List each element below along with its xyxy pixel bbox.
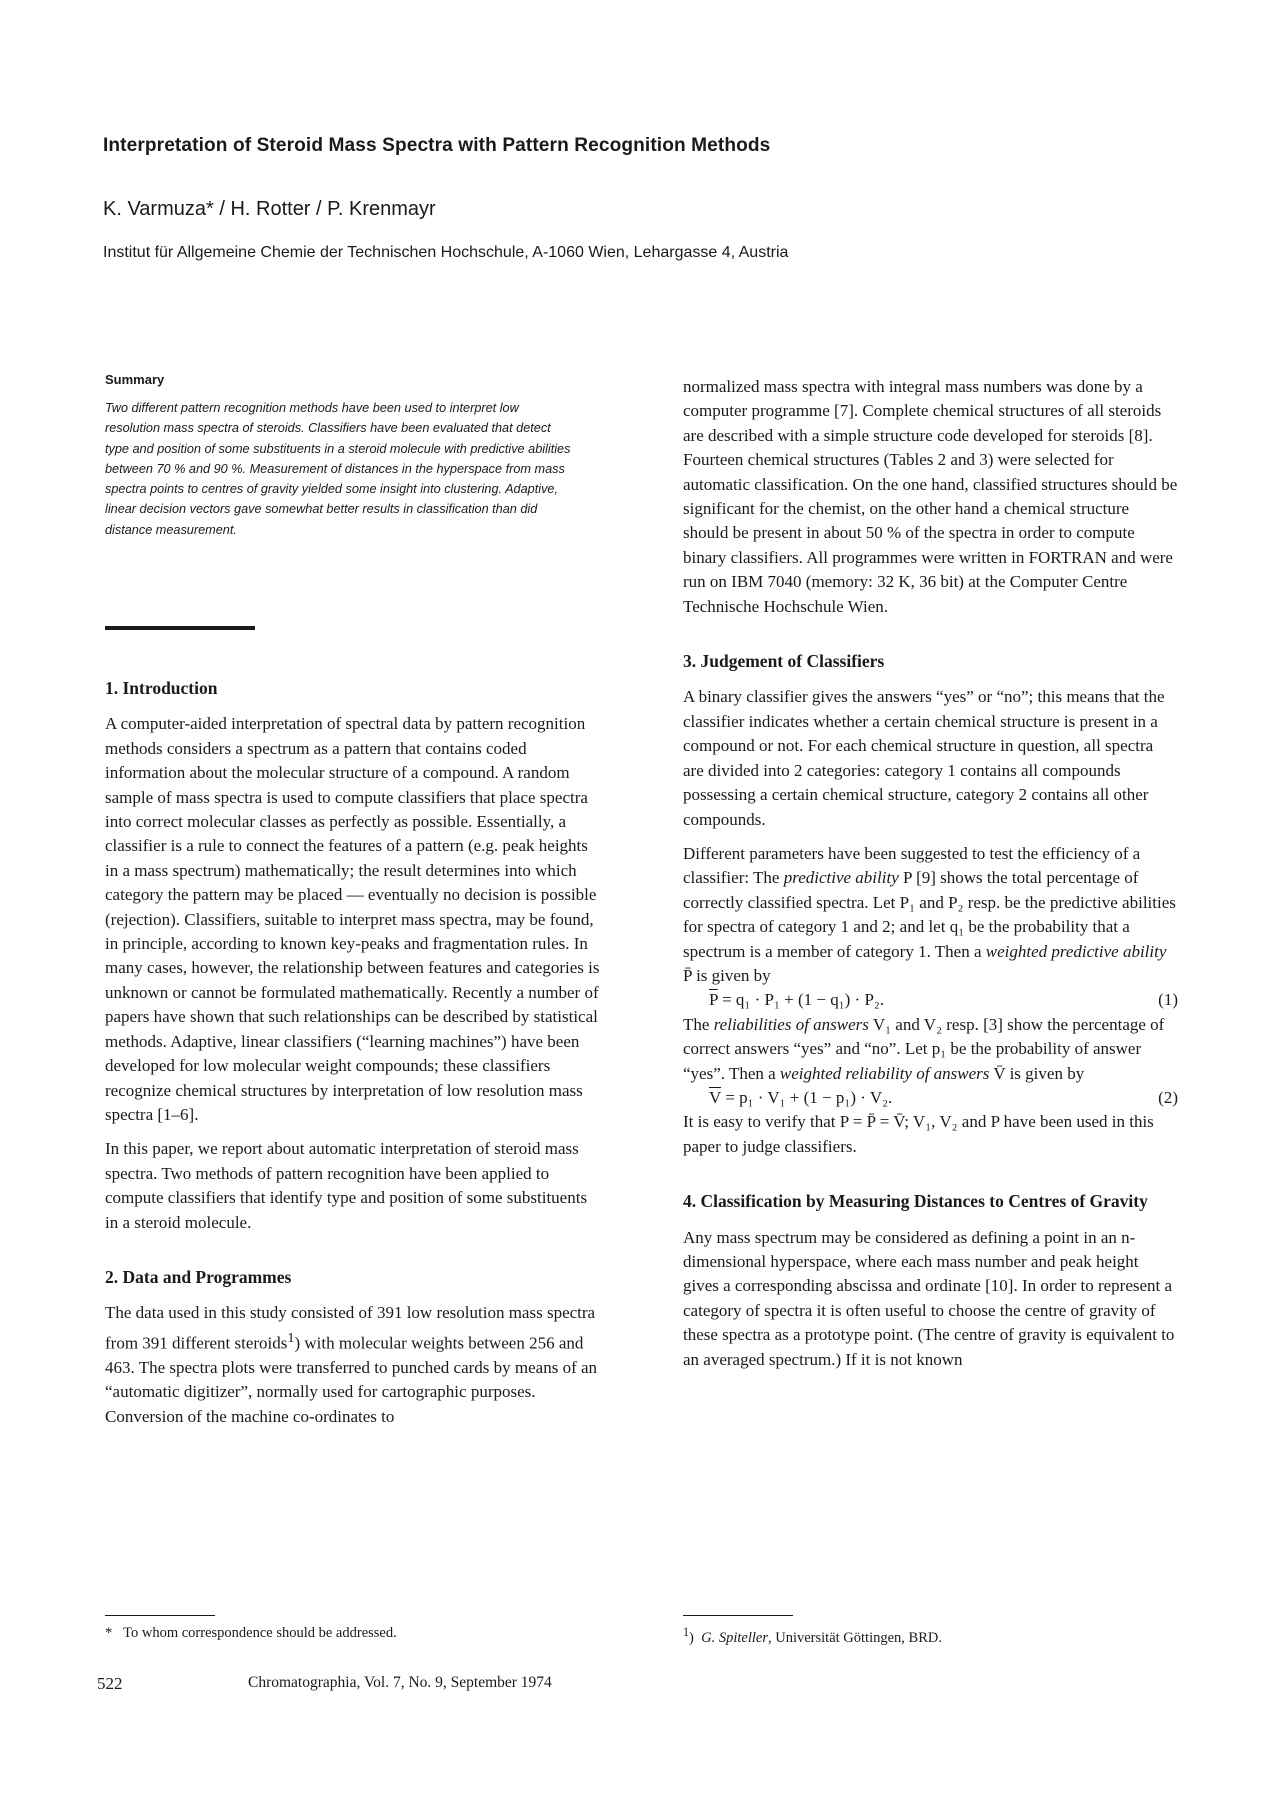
author-list: K. Varmuza* / H. Rotter / P. Krenmayr bbox=[103, 198, 436, 220]
summary-block bbox=[105, 372, 575, 540]
journal-citation: Chromatographia, Vol. 7, No. 9, September 1974 bbox=[248, 1674, 552, 1691]
summary-divider bbox=[105, 626, 255, 630]
equation-2 bbox=[683, 1086, 1178, 1110]
judgement-p2-part-b: P [9] shows the total percentage of correctly classified spectra. Let P₁ and P₂ resp. be the predictive abilities for spectra of category 1 and 2; and let q₁ be the probability that a spectrum is a member of category 1. Then a bbox=[683, 868, 1176, 961]
intro-paragraph-1: A computer-aided interpretation of spectral data by pattern recognition methods considers a spectrum as a pattern that contains coded information about the molecular structure of a compound. A random sample of mass spectra is used to compute classifiers that place spectra into correct molecular classes as perfectly as possible. Essentially, a classifier is a rule to connect the features of a pattern (e.g. peak heights in a mass spectrum) mathematically; the result determines into which category the pattern may be placed — eventually no decision is possible (rejection). Classifiers, suitable to interpret mass spectra, may be found, in principle, according to known key-peaks and fragmentation rules. In many cases, however, the relationship between features and categories is unknown or cannot be formulated mathematically. Recently a number of papers have shown that such relationships can be described by statistical methods. Adaptive, linear classifiers (“learning machines”) have been developed for low molecular weight compounds; these classifiers recognize chemical structures by interpretation of low resolution mass spectra [1–6]. bbox=[105, 714, 600, 1124]
section-heading-classification: 4. Classification by Measuring Distances to Centres of Gravity bbox=[683, 1191, 1148, 1212]
right-column bbox=[683, 375, 1178, 1382]
footnote-marker-asterisk: * bbox=[105, 1625, 113, 1641]
footnote-marker-1: 1 bbox=[683, 1625, 690, 1639]
data-paragraph-continued: normalized mass spectra with integral mass numbers was done by a computer programme [7]. Complete chemical structures of all steroids are described with a simple structure code developed for steroids [8]. Fourteen chemical structures (Tables 2 and 3) were selected for automatic classification. On the one hand, classified structures should be significant for the chemist, on the other hand a chemical structure should be present in about 50 % of the spectra in order to compute binary classifiers. All programmes were written in FORTRAN and were run on IBM 7040 (memory: 32 K, 36 bit) at the Computer Centre Technische Hochschule Wien. bbox=[683, 377, 1178, 616]
footnote-rule-right bbox=[683, 1615, 793, 1616]
equation-2-rhs: = p₁ · V₁ + (1 − p₁) · V₂. bbox=[720, 1087, 893, 1107]
footnote-spiteller-author: G. Spiteller bbox=[701, 1629, 768, 1646]
equation-1-number: (1) bbox=[1158, 990, 1178, 1010]
term-predictive-ability: predictive ability bbox=[783, 868, 899, 888]
data-paragraph-1-part-b: ) with molecular weights between 256 and 463. The spectra plots were transferred to punched cards by means of an “automatic digitizer”, normally used for cartographic purposes. Conversion of the machine co-ordinates to bbox=[105, 1333, 598, 1426]
footnote-correspondence-text: To whom correspondence should be addressed. bbox=[123, 1625, 397, 1641]
classification-paragraph-1: Any mass spectrum may be considered as defining a point in an n-dimensional hyperspace, where each mass number and peak height gives a corresponding abscissa and ordinate [10]. In order to represent a category of spectra it is often useful to choose the centre of gravity of these spectra as a prototype point. (The centre of gravity is equivalent to an averaged spectrum.) If it is not known bbox=[683, 1227, 1175, 1369]
judgement-p3-part-a: The bbox=[683, 1014, 714, 1034]
intro-paragraph-2: In this paper, we report about automatic interpretation of steroid mass spectra. Two methods of pattern recognition have been applied to compute classifiers that identify type and position of some substituents in a steroid molecule. bbox=[105, 1139, 588, 1232]
section-heading-data-programmes: 2. Data and Programmes bbox=[105, 1266, 292, 1287]
data-paragraph-1 bbox=[105, 1301, 600, 1429]
footnote-ref-1: 1 bbox=[287, 1329, 295, 1346]
footnote-spiteller: $^1$) G. Spiteller, Universität Göttingen, BRD. bbox=[683, 1625, 942, 1646]
judgement-p2-part-c: P̄ is given by bbox=[683, 965, 771, 985]
equation-1-body bbox=[709, 988, 884, 1012]
judgement-p3-part-c: V̄ is given by bbox=[989, 1063, 1085, 1083]
equation-2-body bbox=[709, 1086, 892, 1110]
equation-1-lhs: $\overline{P}$ bbox=[709, 990, 718, 1010]
summary-heading: Summary bbox=[105, 372, 165, 387]
term-weighted-predictive-ability: weighted predictive ability bbox=[985, 941, 1167, 961]
term-reliabilities-of-answers: reliabilities of answers bbox=[713, 1014, 869, 1034]
judgement-p3-part-b: V₁ and V₂ resp. [3] show the percentage of correct answers “yes” and “no”. Let p₁ be the probability of answer “yes”. Then a bbox=[683, 1014, 1165, 1083]
section-heading-introduction: 1. Introduction bbox=[105, 678, 218, 698]
equation-1 bbox=[683, 988, 1178, 1012]
judgement-paragraph-3 bbox=[683, 1013, 1178, 1086]
footnote-spiteller-text: , Universität Göttingen, BRD. bbox=[768, 1629, 942, 1646]
footnote-rule-left bbox=[105, 1615, 215, 1616]
section-heading-judgement: 3. Judgement of Classifiers bbox=[683, 651, 885, 672]
data-paragraph-1-part-a: The data used in this study consisted of 391 low resolution mass spectra from 391 different steroids bbox=[105, 1303, 596, 1353]
page-number: 522 bbox=[97, 1674, 123, 1693]
author-affiliation: Institut für Allgemeine Chemie der Technischen Hochschule, A-1060 Wien, Lehargasse 4, Austria bbox=[103, 244, 789, 261]
footnote-correspondence bbox=[105, 1625, 397, 1642]
term-weighted-reliability: weighted reliability of answers bbox=[779, 1063, 990, 1083]
judgement-paragraph-1: A binary classifier gives the answers “yes” or “no”; this means that the classifier indicates whether a certain chemical structure is present in a compound or not. For each chemical structure in question, all spectra are divided into 2 categories: category 1 contains all compounds possessing a certain chemical structure, category 2 contains all other compounds. bbox=[683, 687, 1165, 829]
equation-2-number: (2) bbox=[1158, 1087, 1178, 1107]
judgement-paragraph-2 bbox=[683, 842, 1178, 988]
paper-title: Interpretation of Steroid Mass Spectra with Pattern Recognition Methods bbox=[103, 134, 771, 156]
left-column bbox=[105, 676, 600, 1439]
equation-1-rhs: = q₁ · P₁ + (1 − q₁) · P₂. bbox=[717, 990, 885, 1010]
summary-text: Two different pattern recognition methods have been used to interpret low resolution mass spectra of steroids. Classifiers have been evaluated that detect type and position of some substituents in a steroid molecule with predictive abilities between 70 % and 90 %. Measurement of distances in the hyperspace from mass spectra points to centres of gravity yielded some insight into clustering. Adaptive, linear decision vectors gave somewhat better results in classification than did distance measurement. bbox=[105, 401, 571, 537]
judgement-paragraph-4: It is easy to verify that P = P̄ = V̄; V₁, V₂ and P have been used in this paper to judge classifiers. bbox=[683, 1112, 1154, 1156]
equation-2-lhs: $\overline{V}$ bbox=[709, 1087, 721, 1107]
judgement-p2-part-a: Different parameters have been suggested to test the efficiency of a classifier: The bbox=[683, 843, 1141, 888]
